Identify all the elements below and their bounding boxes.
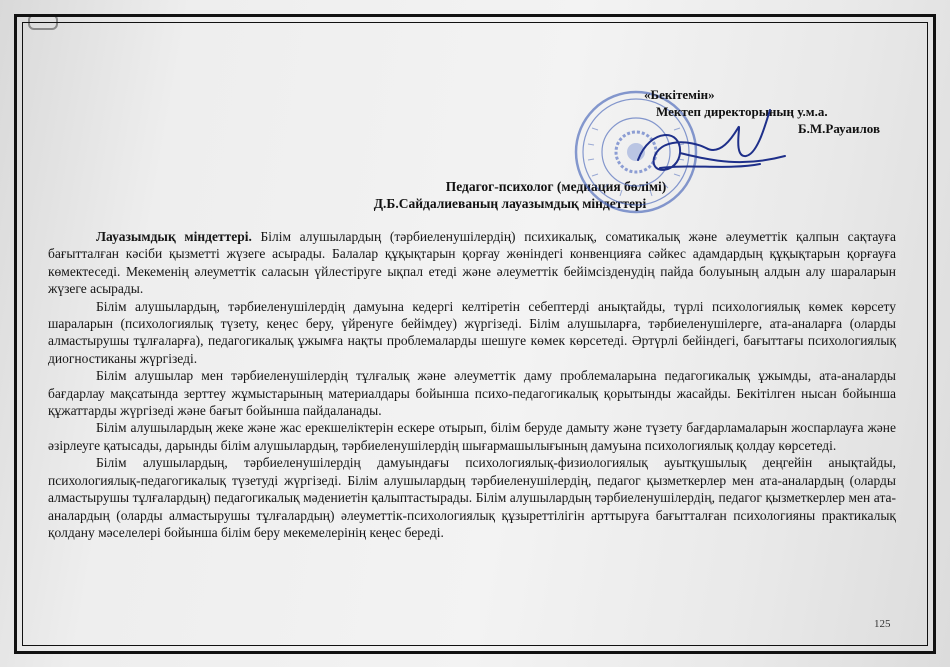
title-line-1: Педагог-психолог (медиация бөлімі) [445, 179, 667, 194]
paragraph-2: Білім алушылардың, тәрбиеленушілердің дамуына кедергі келтіретін себептерді анықтайды, түрлі психологиялық көмек көрсету шараларын (психологиялық түзету, кеңес беру, үйренуге бейімдеу) жүргізеді. Білім алушыларға, тәрбиеленушілерге, ата-аналарға (оларды алмастырушы тұлғаларға), педагогикалық ұжымға нақты проблемаларды шешуге көмек көрсетеді. Әртүрлі бейіндегі, бағыттағы психологиялық диогностиканы жүргізеді. [48, 298, 896, 366]
document-title [0, 178, 950, 212]
paragraph-3: Білім алушылар мен тәрбиеленушілердің тұлғалық және әлеуметтік даму проблемаларына педагогикалық ұжымды, ата-аналарды бағдарлау мақсатында зерттеу жұмыстарының материалдары бойынша психо-педагогикалық қорытынды жасайды. Бекітілген нысан бойынша құжаттарды жүргізеді және бағыт бойынша пайдаланады. [48, 368, 896, 419]
title-line-2: Д.Б.Сайдалиеваның лауазымдық міндеттері [373, 196, 647, 211]
paragraph-1-lead: Лауазымдық міндеттері. [96, 229, 252, 244]
director-signature [620, 98, 790, 190]
approval-name: Б.М.Рауаилов [798, 121, 880, 136]
paragraph-1-text: Білім алушылардың (тәрбиеленушілердің) психикалық, соматикалық және әлеуметтік қалпын сақтауға бағытталған кәсіби қызметті жүзеге асырады. Балалар құқықтарын қорғау жөніндегі конвенцияға сәйкес адамдардың құқықтарын қорғауға көмектеседі. Мекеменің әлеуметтік саласын үйлестіруге ықпал етеді және әлеуметтік бейімсізденудің пайда болуының алдын алу шараларын жүзеге асырады. [48, 229, 896, 297]
paragraph-1 [48, 228, 896, 298]
document-body [48, 228, 896, 541]
page-number: 125 [874, 618, 891, 630]
paragraph-4: Білім алушылардың жеке және жас ерекшеліктерін ескере отырып, білім беруде дамыту және түзету бағдарламаларын жоспарлауға және әзірлеуге қатысады, дарынды білім алушылардың, тәрбиеленушілердің шығармашылығының дамуына психологиялық қолдау көрсетеді. [48, 420, 896, 453]
approval-position: Мектеп директорының у.м.а. [656, 104, 828, 119]
paragraph-5: Білім алушылардың, тәрбиеленушілердің дамуындағы психологиялық-физиологиялық ауытқушылық деңгейін анықтайды, психологиялық-педагогикалық түзетуді жүргізеді. Білім алушылардың тәрбиеленушілердің, педагог қызметкерлер мен ата-аналардың (оларды алмастырушы тұлғалардың) педагогикалық мәдениетін қалыптастырады. Білім алушылардың тәрбиеленушілердің, педагог қызметкерлер мен ата-аналардың (оларды алмастырушы тұлғалардың) әлеуметтік-психологиялық құзыреттілігін арттыруға бағытталған психологияны практикалық қолдану мәселелері бойынша білім беру мекемелерінің кеңес береді. [48, 455, 896, 540]
approval-heading: «Бекітемін» [644, 87, 715, 102]
